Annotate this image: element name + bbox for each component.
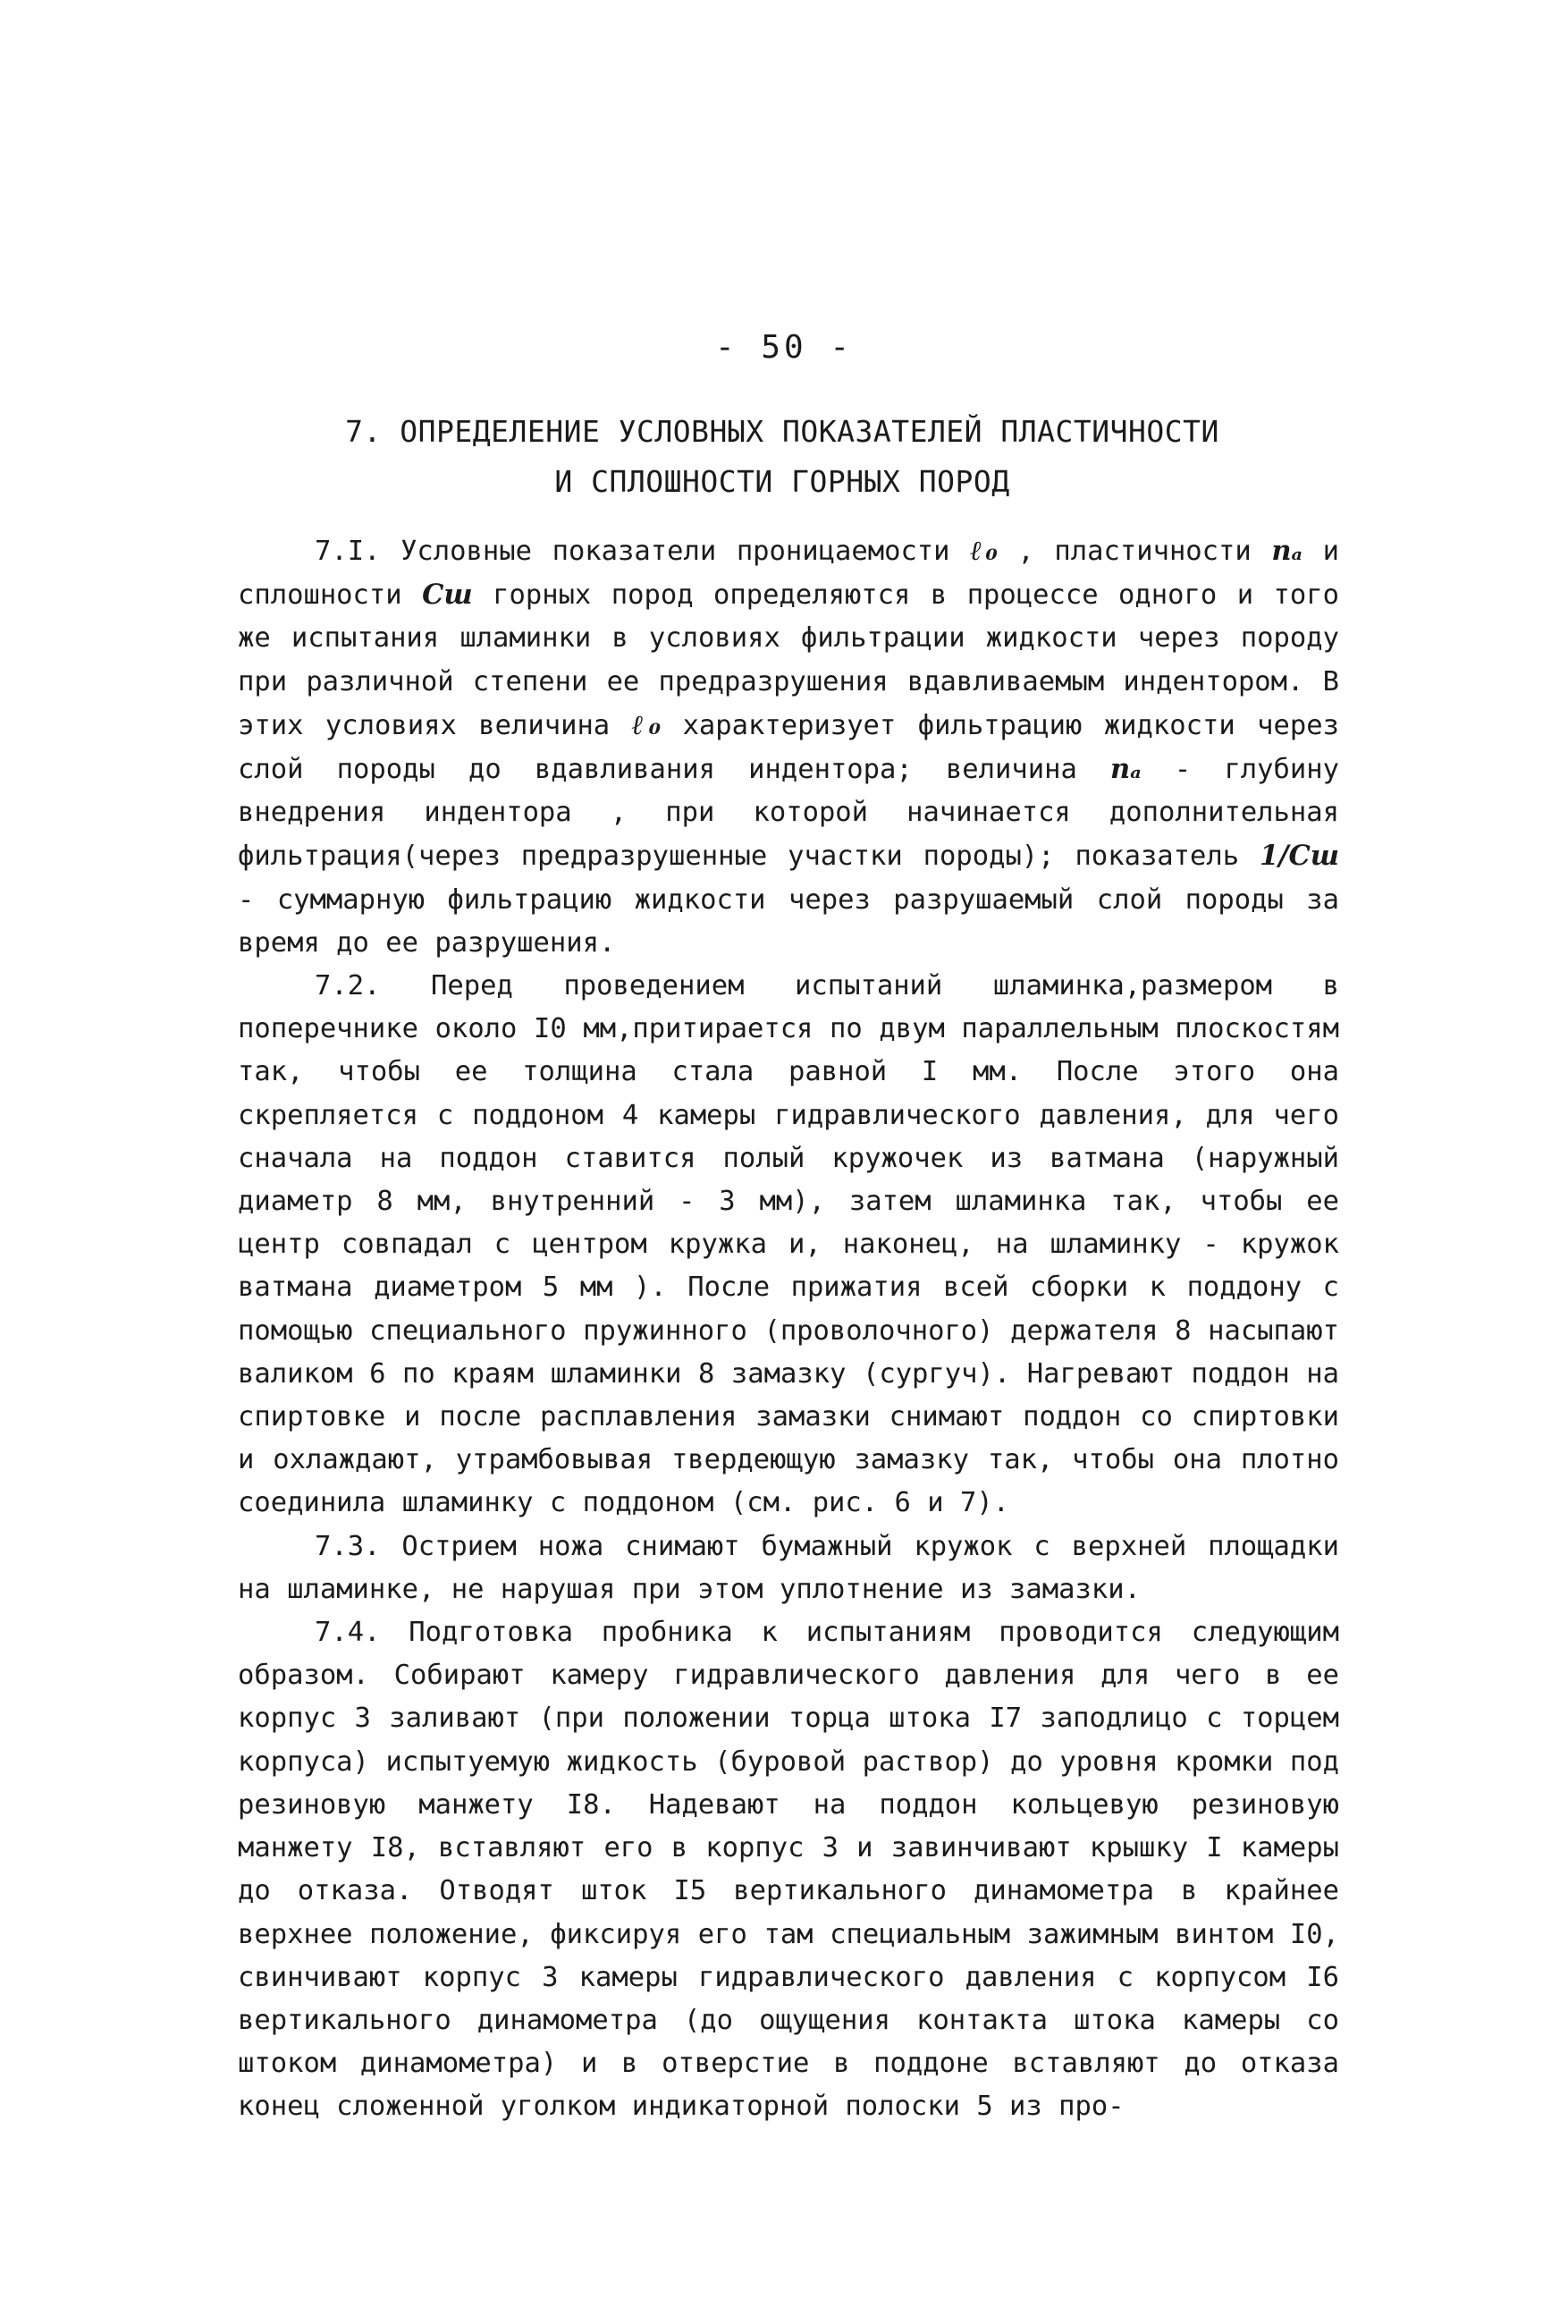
symbol-inverse-continuity: 1/Cш (1260, 840, 1339, 873)
symbol-continuity: Cш (422, 579, 473, 612)
paragraph-7-1 (238, 529, 1339, 965)
section-title (268, 407, 1296, 507)
p1-segment-7: - суммарную фильтрацию жидкости через разрушаемый слой породы за время до ее разрушения. (238, 883, 1339, 959)
page-number: - 50 - (714, 329, 854, 366)
symbol-permeability: ℓ₀ (970, 535, 998, 567)
p1-segment-6: - глубину внедрения индентора , при которой начинается дополнительная фильтрация(через предразрушенные участки породы); показатель (238, 754, 1339, 873)
paragraph-7-3: 7.3. Острием ножа снимают бумажный кружок с верхней площадки на шламинке, не нарушая при этом уплотнение из замазки. (238, 1530, 1339, 1605)
symbol-plasticity-2: nₐ (1110, 753, 1142, 786)
p1-segment-5: характеризует фильтрацию жидкости через слой породы до вдавливания индентора; величина (238, 709, 1339, 786)
p1-segment-1: 7.I. Условные показатели проницаемости (315, 536, 971, 567)
section-title-line-1: 7. ОПРЕДЕЛЕНИЕ УСЛОВНЫХ ПОКАЗАТЕЛЕЙ ПЛАСТИЧНОСТИ (345, 414, 1219, 449)
section-title-line-2: И СПЛОШНОСТИ ГОРНЫХ ПОРОД (554, 464, 1010, 499)
body-text (238, 529, 1339, 2129)
symbol-permeability-2: ℓ₀ (631, 708, 662, 741)
paragraph-7-2: 7.2. Перед проведением испытаний шламинка,размером в поперечнике около I0 мм,притирается по двум параллельным плоскостям так, чтобы ее толщина стала равной I мм. После этого она скрепляется с поддоном 4 камеры гидравлического давления, для чего сначала на поддон ставится полый кружочек из ватмана (наружный диаметр 8 мм, внутренний - 3 мм), затем шламинка так, чтобы ее центр совпадал с центром кружка и, наконец, на шламинку - кружок ватмана диаметром 5 мм ). После прижатия всей сборки к поддону с помощью специального пружинного (проволочного) держателя 8 насыпают валиком 6 по краям шламинки 8 замазку (сургуч). Нагревают поддон на спиртовке и после расплавления замазки снимают поддон со спиртовки и охлаждают, утрамбовывая твердеющую замазку так, чтобы она плотно соединила шламинку с поддоном (см. рис. 6 и 7). (238, 970, 1339, 1519)
symbol-plasticity: nₐ (1271, 535, 1303, 567)
p1-segment-2: , пластичности (997, 536, 1272, 567)
p1-segment-4: горных пород определяются в процессе одного и того же испытания шламинки в условиях фильтрации жидкости через породу при различной степени ее предразрушения вдавливаемым индентором. В этих условиях величина (238, 579, 1339, 741)
p1-segment-3: и сплошности (238, 536, 1339, 612)
paragraph-7-4: 7.4. Подготовка пробника к испытаниям проводится следующим образом. Собирают камеру гидравлического давления для чего в ее корпус 3 заливают (при положении торца штока I7 заподлицо с торцем корпуса) испытуемую жидкость (буровой раствор) до уровня кромки под резиновую манжету I8. Надевают на поддон кольцевую резиновую манжету I8, вставляют его в корпус 3 и завинчивают крышку I камеры до отказа. Отводят шток I5 вертикального динамометра в крайнее верхнее положение, фиксируя его там специальным зажимным винтом I0, свинчивают корпус 3 камеры гидравлического давления с корпусом I6 вертикального динамометра (до ощущения контакта штока камеры со штоком динамометра) и в отверстие в поддоне вставляют до отказа конец сложенной уголком индикаторной полоски 5 из про- (238, 1617, 1339, 2123)
